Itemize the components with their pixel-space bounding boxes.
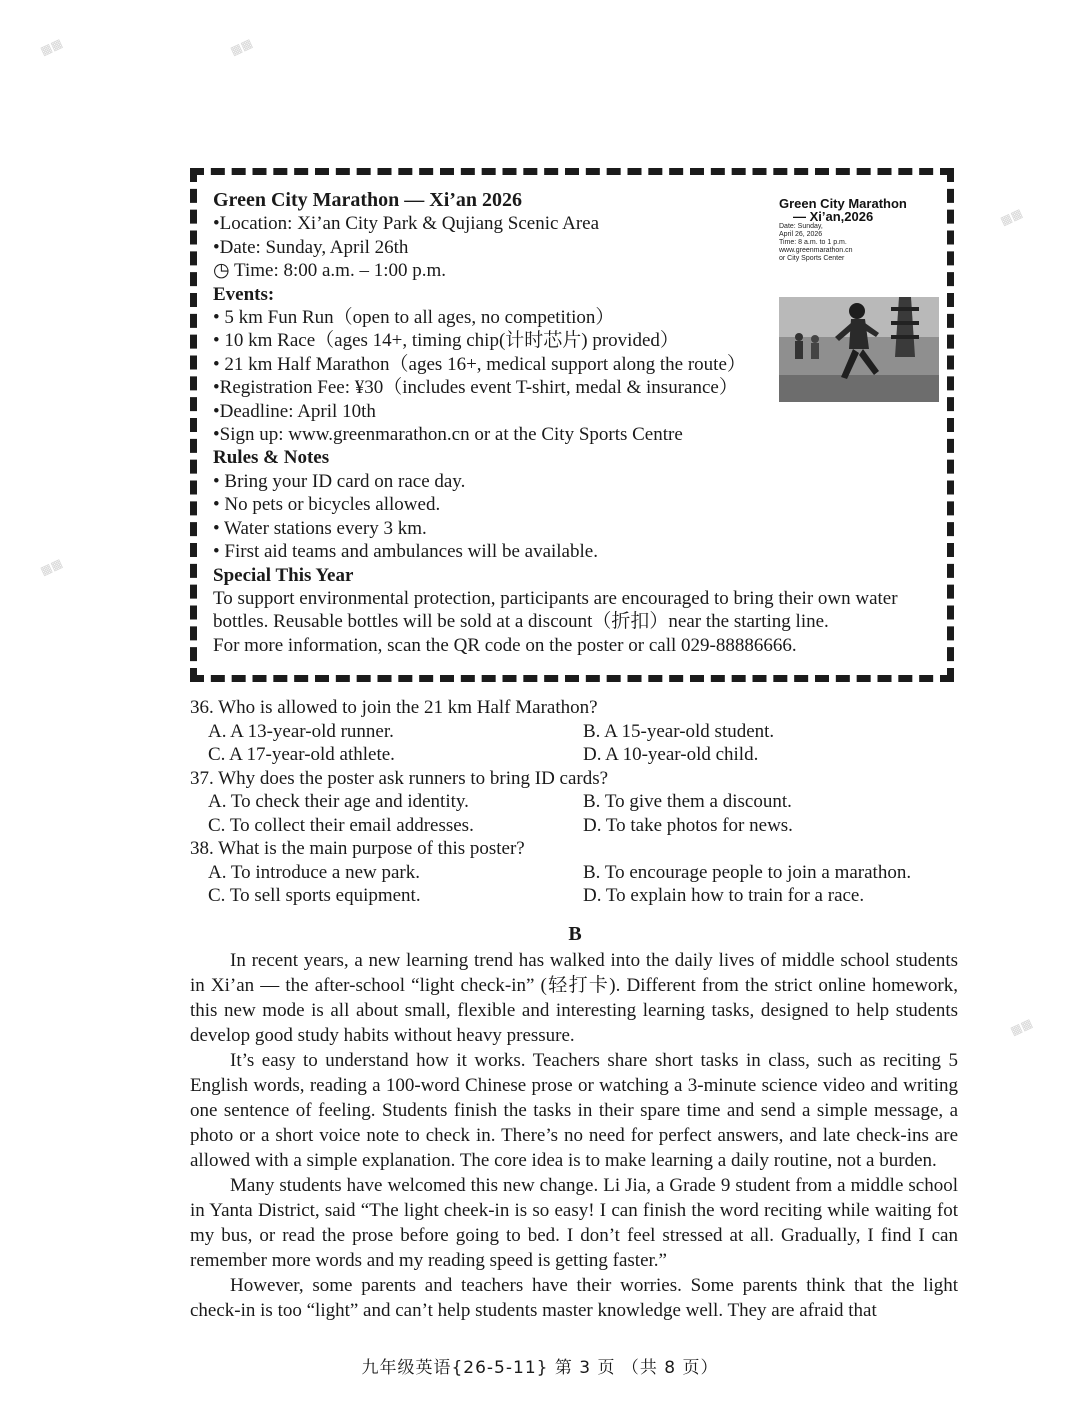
more-info: For more information, scan the QR code on the poster or call 029-88886666. [213, 634, 797, 656]
option-row [190, 814, 960, 838]
event-item: • 10 km Race（ages 14+, timing chip(计时芯片) provided） [213, 330, 679, 352]
watermark: ▦▦ [38, 555, 65, 579]
rule-item: • Bring your ID card on race day. [213, 470, 466, 492]
special-heading: Special This Year [213, 564, 354, 586]
option-row [190, 884, 960, 908]
option-row [190, 720, 960, 744]
reading-passage [190, 948, 958, 1323]
option-row [190, 790, 960, 814]
poster-image-detail: or City Sports Center [779, 255, 845, 262]
poster-signup: •Sign up: www.greenmarathon.cn or at the City Sports Centre [213, 424, 683, 446]
runner-photo [779, 297, 939, 402]
passage-paragraph: In recent years, a new learning trend has walked into the daily lives of middle school students in Xi’an — the after-school “light check-in” (轻打卡). Different from the strict online homework, this new mode is all about small, flexible and interesting learning tasks, designed to help students develop good study habits without heavy pressure. [190, 950, 958, 1046]
question-block [190, 696, 960, 908]
poster-title: Green City Marathon — Xi’an 2026 [213, 189, 523, 211]
option-row [190, 743, 960, 767]
rule-item: • No pets or bicycles allowed. [213, 494, 441, 516]
question-stem: 37. Why does the poster ask runners to bring ID cards? [190, 767, 609, 789]
rules-heading: Rules & Notes [213, 447, 330, 469]
poster-image [779, 197, 939, 402]
event-item: • 21 km Half Marathon（ages 16+, medical support along the route） [213, 353, 746, 375]
answer-option: D. To take photos for news. [583, 814, 793, 836]
poster-image-detail: Date: Sunday, [779, 223, 823, 230]
watermark: ▦▦ [998, 205, 1025, 229]
answer-option: B. To encourage people to join a marathon. [583, 861, 912, 883]
poster-image-detail: Time: 8 a.m. to 1 p.m. [779, 239, 847, 246]
special-text: To support environmental protection, participants are encouraged to bring their own water bottles. Reusable bottles will be sold at a discount（折扣）near the starting line. [213, 587, 898, 633]
answer-option: D. To explain how to train for a race. [583, 885, 865, 906]
events-heading: Events: [213, 283, 275, 305]
rule-item: • First aid teams and ambulances will be available. [213, 541, 598, 563]
answer-option: A. To introduce a new park. [208, 861, 421, 883]
question-stem: 36. Who is allowed to join the 21 km Half Marathon? [190, 697, 598, 718]
answer-option: A. A 13-year-old runner. [208, 720, 394, 742]
answer-option: C. To collect their email addresses. [208, 814, 474, 836]
passage-paragraph: It’s easy to understand how it works. Teachers share short tasks in class, such as reciting 5 English words, reading a 100-word Chinese prose or watching a 3-minute science video and writing one sentence of feeling. Students finish the tasks in their spare time and send a simple message, a photo or a short voice note to check in. There’s no need for perfect answers, and late check-ins are allowed with a simple explanation. The core idea is to make learning a daily routine, not a burden. [190, 1050, 958, 1171]
answer-option: C. A 17-year-old athlete. [208, 744, 395, 765]
poster-image-title: Green City Marathon [779, 196, 907, 211]
rule-item: • Water stations every 3 km. [213, 517, 427, 539]
answer-option: B. To give them a discount. [583, 791, 792, 812]
answer-option: D. A 10-year-old child. [583, 744, 759, 765]
poster-location: •Location: Xi’an City Park & Qujiang Scenic Area [213, 213, 600, 235]
watermark: ▦▦ [38, 35, 65, 59]
clock-icon: ◷ [213, 260, 230, 282]
passage-paragraph: Many students have welcomed this new change. Li Jia, a Grade 9 student from a middle school in Yanta District, said “The light cheek-in is so easy! I can finish the word reciting while waiting fot my bus, or read the prose before going to bed. I don’t feel stressed at all. Gradually, I find I can remember more words and my reading speed is getting faster.” [190, 1175, 958, 1271]
watermark: ▦▦ [1008, 1015, 1035, 1039]
option-row [190, 861, 960, 885]
poster-image-detail: www.greenmarathon.cn [779, 247, 853, 254]
answer-option: B. A 15-year-old student. [583, 720, 775, 742]
event-item: • 5 km Fun Run（open to all ages, no competition） [213, 307, 615, 329]
poster-fee: •Registration Fee: ¥30（includes event T-shirt, medal & insurance） [213, 377, 738, 399]
poster-image-subtitle: — Xi’an,2026 [793, 209, 874, 224]
passage-paragraph: However, some parents and teachers have their worries. Some parents think that the light check-in is too “light” and can’t help students master knowledge well. They are afraid that [190, 1275, 958, 1321]
poster-date: •Date: Sunday, April 26th [213, 236, 409, 258]
page-footer: 九年级英语{26-5-11} 第 3 页 （共 8 页） [361, 1358, 719, 1378]
marathon-poster [190, 168, 954, 682]
answer-option: C. To sell sports equipment. [208, 885, 421, 906]
poster-deadline: •Deadline: April 10th [213, 400, 376, 422]
watermark: ▦▦ [228, 35, 255, 59]
question-stem: 38. What is the main purpose of this poster? [190, 838, 525, 859]
poster-time: Time: 8:00 a.m. – 1:00 p.m. [234, 260, 447, 282]
poster-image-detail: April 26, 2026 [779, 231, 823, 238]
section-heading: B [568, 923, 582, 945]
answer-option: A. To check their age and identity. [208, 791, 469, 812]
